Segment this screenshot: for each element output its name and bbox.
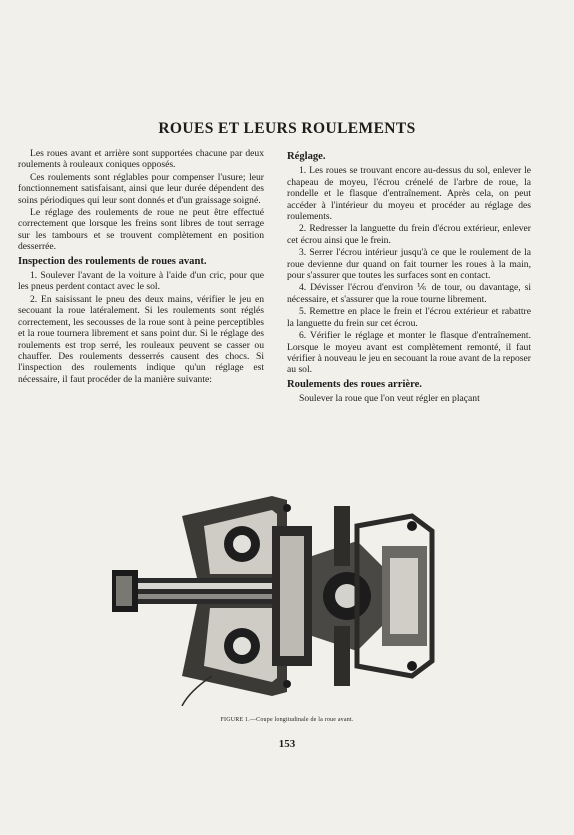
figure-caption: FIGURE 1.—Coupe longitudinale de la roue avant. [220,717,354,723]
page-number: 153 [278,738,296,750]
right-column [287,148,531,406]
paragraph: Le réglage des roulements de roue ne peut être effectué correctement que lorsque les freins sont libres de tout serrage sur les tambours et se trouvent complètement en position desserrée. [18,207,264,253]
section-heading: Réglage. [287,151,326,162]
paragraph: 6. Vérifier le réglage et monter le flasque d'entraînement. Lorsque le moyeu avant est complètement remonté, il faut vérifier à nouveau le jeu en secouant la roue avant de la reposer au sol. [287,330,531,376]
left-column [18,148,264,386]
paragraph: 3. Serrer l'écrou intérieur jusqu'à ce que le roulement de la roue devienne dur quand on fait tourner les roues à la main, pour s'assurer que toutes les surfaces sont en contact. [287,247,531,282]
wheel-hub-cross-section-illustration [112,486,442,706]
paragraph: 4. Dévisser l'écrou d'environ ⅙ de tour, ou davantage, si nécessaire, et s'assurer que la roue tourne librement. [287,282,531,305]
paragraph: 1. Les roues se trouvant encore au-dessus du sol, enlever le chapeau de moyeu, l'écrou crénelé de l'arbre de roue, la rondelle et le flasque d'entraînement. Après cela, on peut accéder à l'intérieur du moyeu et procéder au réglage des roulements. [287,165,531,223]
paragraph: 1. Soulever l'avant de la voiture à l'aide d'un cric, pour que les pneus perdent contact avec le sol. [18,270,264,293]
paragraph: Soulever la roue que l'on veut régler en plaçant [299,393,480,405]
paragraph: 5. Remettre en place le frein et l'écrou extérieur et rabattre la languette du frein sur cet écrou. [287,306,531,329]
paragraph: 2. En saisissant le pneu des deux mains, vérifier le jeu en secouant la roue latéralement. Si les roulements sont réglés correctement, les secousses de la roue sont à peine perceptibles et la roue tournera librement et sans point dur. Si le réglage des roulements est trop serré, les rouleaux peuvent se casser ou chauffer. Des roulements desserrés causent des chocs. Si l'inspection des roulements indique qu'un réglage est nécessaire, il faut procéder de la manière suivante: [18,293,264,385]
section-heading: Inspection des roulements de roues avant. [18,255,207,267]
paragraph: Les roues avant et arrière sont supportées chacune par deux roulements à rouleaux coniques opposés. [18,148,264,171]
paragraph: 2. Redresser la languette du frein d'écrou extérieur, enlever cet écrou ainsi que le frein. [287,223,531,246]
page-title: ROUES ET LEURS ROULEMENTS [158,120,416,137]
section-heading: Roulements des roues arrière. [287,378,422,390]
paragraph: Ces roulements sont réglables pour compenser l'usure; leur fonctionnement satisfaisant, ainsi que leur durée dépendent des soins périodiques qui leur sont donnés et d'un graissage soigné. [18,171,264,206]
